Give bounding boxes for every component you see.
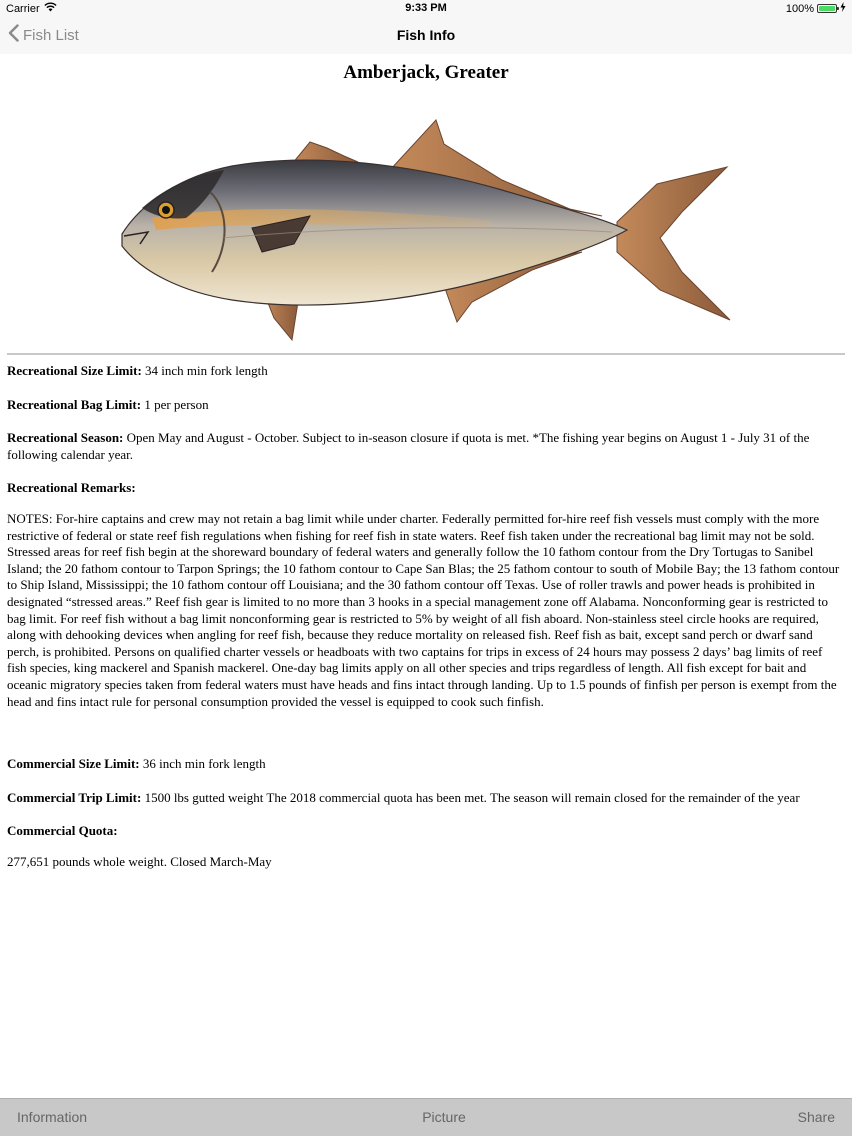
commercial-size-limit-label: Commercial Size Limit: (7, 756, 140, 772)
regulations-text (7, 363, 845, 870)
recreational-bag-limit-value: 1 per person (144, 396, 209, 412)
navigation-bar (0, 18, 852, 54)
battery-icon (817, 4, 837, 13)
fish-illustration (112, 112, 742, 348)
charging-icon (840, 2, 846, 15)
commercial-size-limit (7, 756, 845, 773)
recreational-season (7, 430, 845, 463)
recreational-size-limit-label: Recreational Size Limit: (7, 363, 142, 378)
picture-button[interactable]: Picture (422, 1109, 466, 1125)
recreational-season-label: Recreational Season: (7, 430, 124, 446)
recreational-bag-limit (7, 397, 845, 414)
bottom-toolbar (0, 1098, 852, 1136)
recreational-bag-limit-label: Recreational Bag Limit: (7, 396, 142, 412)
commercial-quota-label: Commercial Quota: (7, 823, 118, 839)
status-time: 9:33 PM (405, 2, 447, 14)
recreational-size-limit-value: 34 inch min fork length (145, 363, 268, 378)
page-title: Fish Info (396, 27, 456, 43)
commercial-trip-limit-value: 1500 lbs gutted weight The 2018 commercial quota has been met. The season will remain closed for the remainder of the year (144, 789, 800, 805)
commercial-trip-limit-label: Commercial Trip Limit: (7, 789, 142, 805)
share-button[interactable]: Share (797, 1109, 835, 1125)
fish-name-heading: Amberjack, Greater (343, 62, 509, 83)
commercial-trip-limit (7, 790, 845, 807)
recreational-size-limit (7, 363, 845, 380)
carrier-label: Carrier (6, 2, 40, 15)
recreational-remarks-label: Recreational Remarks: (7, 480, 136, 496)
information-button[interactable]: Information (17, 1109, 88, 1125)
divider (7, 353, 845, 355)
status-bar (0, 0, 852, 18)
recreational-remarks-text: NOTES: For-hire captains and crew may not retain a bag limit while under charter. Federally permitted for-hire reef fish vessels must comply with the more restrictive of federal or state reef fish regulations when fishing for reef fish in state waters. Reef fish taken under the recreational bag limit may not be sold. Stressed areas for reef fish begin at the shoreward boundary of federal waters and generally follow the 10 fathom contour from the Dry Tortugas to Sanibel Island; the 20 fathom contour to Tarpon Springs; the 10 fathom contour to Cape San Blas; the 25 fathom contour to south of Mobile Bay; the 13 fathom contour to Ship Island, Mississippi; the 10 fathom contour off Louisiana; and the 30 fathom contour off Texas. Use of roller trawls and power heads is prohibited in designated “stressed areas.” Reef fish gear is limited to no more than 3 hooks in a special management zone off Alabama. Nonconforming gear is restricted to bag limit. For reef fish without a bag limit nonconforming gear is restricted to 5% by weight of all fish aboard. Non-stainless steel circle hooks are required, along with dehooking devices when angling for reef fish, because they reduce mortality on released fish. Reef fish as bait, except sand perch or dwarf sand perch, is prohibited. Persons on qualified charter vessels or headboats with two captains for trips in excess of 24 hours may possess 2 days’ bag limits of reef fish species, king mackerel and Spanish mackerel. One-day bag limits apply on all other species and trips regardless of length. All fish except for bait and oceanic migratory species taken from federal waters must have heads and fins intact through landing. Up to 1.5 pounds of finfish per person is exempt from the head and fins intact rule for personal consumption provided the vessel is equipped to cook such finfish. (7, 510, 840, 709)
status-right (786, 2, 846, 15)
commercial-size-limit-value: 36 inch min fork length (142, 756, 266, 772)
commercial-quota-value: 277,651 pounds whole weight. Closed March-May (7, 853, 272, 869)
back-button-label: Fish List (23, 26, 79, 44)
recreational-season-value: Open May and August - October. Subject to in-season closure if quota is met. *The fishing year begins on August 1 - July 31 of the following calendar year. (7, 430, 810, 462)
fish-info-content[interactable] (0, 54, 852, 1098)
battery-percent: 100% (785, 2, 814, 15)
